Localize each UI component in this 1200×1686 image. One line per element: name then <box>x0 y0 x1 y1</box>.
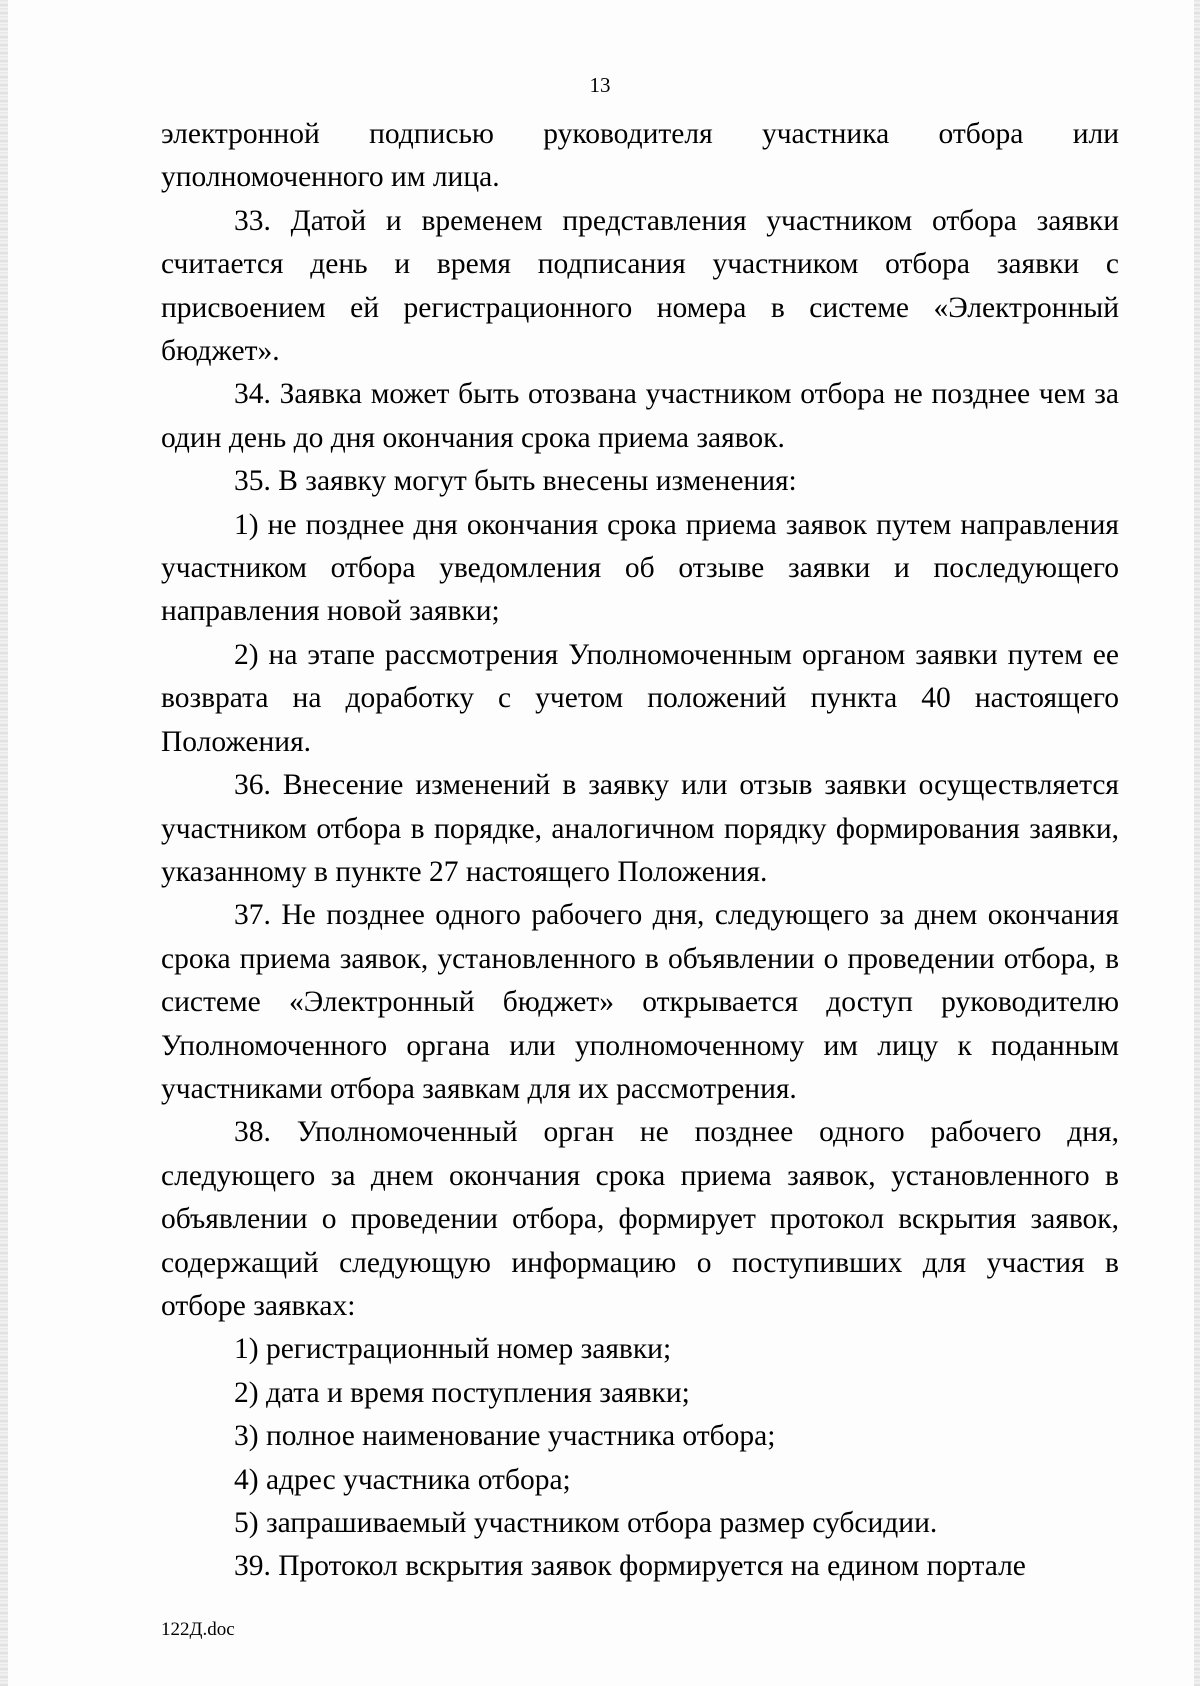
paragraph-35-item-1: 1) не позднее дня окончания срока приема заявок путем направления участником отбора уведомления об отзыве заявки и последующего направления новой заявки; <box>161 508 1119 628</box>
paragraph-36: 36. Внесение изменений в заявку или отзыв заявки осуществляется участником отбора в порядке, аналогичном порядку формирования заявки, указанному в пункте 27 настоящего Положения. <box>161 769 1119 888</box>
paragraph-38-item-3: 3) полное наименование участника отбора; <box>234 1420 776 1453</box>
paragraph-39: 39. Протокол вскрытия заявок формируется на едином портале <box>234 1550 1026 1583</box>
document-body <box>161 113 1119 1589</box>
footer-filename: 122Д.doc <box>161 1619 235 1640</box>
paragraph-35-item-2: 2) на этапе рассмотрения Уполномоченным органом заявки путем ее возврата на доработку с учетом положений пункта 40 настоящего Положения. <box>161 638 1119 758</box>
paragraph-38-item-5: 5) запрашиваемый участником отбора размер субсидии. <box>234 1507 938 1539</box>
paragraph-38-item-2: 2) дата и время поступления заявки; <box>234 1376 690 1409</box>
scan-right-edge <box>1194 0 1200 1686</box>
paragraph-38: 38. Уполномоченный орган не позднее одного рабочего дня, следующего за днем окончания срока приема заявок, установленного в объявлении о проведении отбора, формирует протокол вскрытия заявок, содержащий следующую информацию о поступивших для участия в отборе заявках: <box>161 1116 1119 1322</box>
paragraph-35: 35. В заявку могут быть внесены изменения: <box>234 465 797 498</box>
paragraph-38-item-1: 1) регистрационный номер заявки; <box>234 1333 672 1366</box>
paragraph-38-item-4: 4) адрес участника отбора; <box>234 1463 571 1496</box>
paragraph-34: 34. Заявка может быть отозвана участником отбора не позднее чем за один день до дня окончания срока приема заявок. <box>161 378 1119 454</box>
scan-left-edge <box>0 0 8 1686</box>
page-number: 13 <box>589 73 611 97</box>
paragraph-37: 37. Не позднее одного рабочего дня, следующего за днем окончания срока приема заявок, установленного в объявлении о проведении отбора, в системе «Электронный бюджет» открывается доступ руководителю Уполномоченного органа или уполномоченному им лицу к поданным участниками отбора заявкам для их рассмотрения. <box>161 899 1119 1105</box>
paragraph-continuation: электронной подписью руководителя участника отбора или уполномоченного им лица. <box>161 118 1119 194</box>
paragraph-33: 33. Датой и временем представления участником отбора заявки считается день и время подписания участником отбора заявки с присвоением ей регистрационного номера в системе «Электронный бюджет». <box>161 204 1119 368</box>
